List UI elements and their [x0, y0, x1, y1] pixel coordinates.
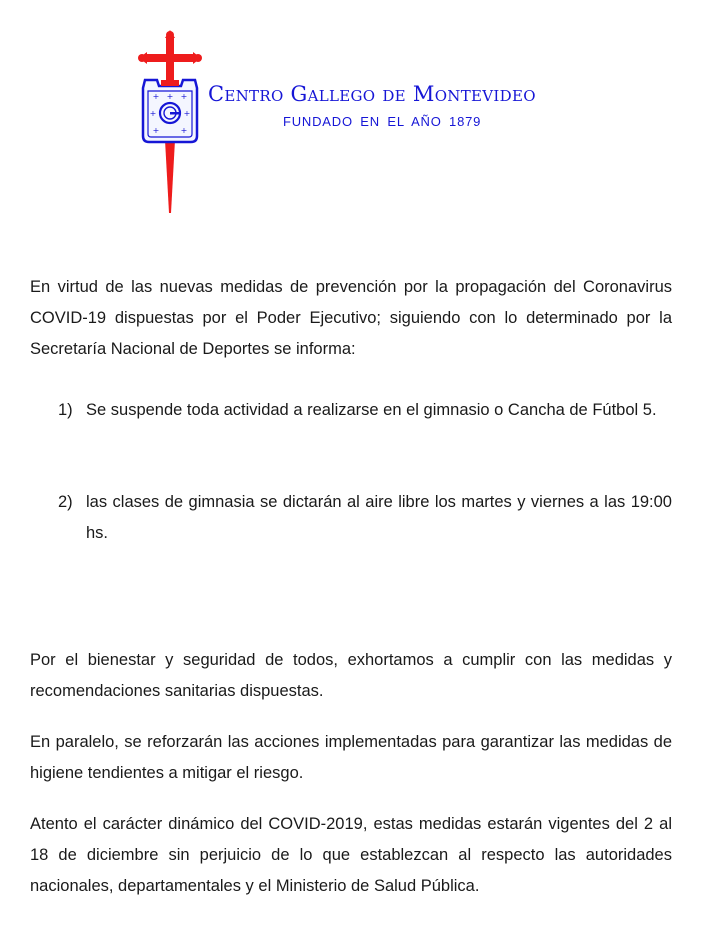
organization-name: Centro Gallego de Montevideo [208, 82, 536, 106]
centro-gallego-crest-icon [135, 28, 205, 218]
intro-paragraph: En virtud de las nuevas medidas de prevención por la propagación del Coronavirus COVID-19 dispuestas por el Poder Ejecutivo; siguiendo con lo determinado por la Secretaría Nacional de Deportes se informa: [30, 278, 672, 358]
list-text: Se suspende toda actividad a realizarse en el gimnasio o Cancha de Fútbol 5. [86, 401, 657, 419]
svg-text:+: + [183, 109, 191, 118]
list-number: 1) [58, 401, 73, 419]
svg-text:+: + [152, 126, 160, 135]
svg-text:+: + [166, 92, 174, 101]
wellbeing-paragraph: Por el bienestar y seguridad de todos, exhortamos a cumplir con las medidas y recomendaciones sanitarias dispuestas. [30, 651, 672, 700]
organization-founded: FUNDADO EN EL AÑO 1879 [283, 114, 482, 129]
list-number: 2) [58, 493, 73, 511]
list-item [58, 487, 672, 549]
svg-text:+: + [152, 92, 160, 101]
list-item [58, 395, 672, 426]
hygiene-paragraph: En paralelo, se reforzarán las acciones implementadas para garantizar las medidas de higiene tendientes a mitigar el riesgo. [30, 733, 672, 782]
svg-text:+: + [180, 92, 188, 101]
svg-text:+: + [149, 109, 157, 118]
shield-icon [143, 80, 197, 142]
list-text: las clases de gimnasia se dictarán al aire libre los martes y viernes a las 19:00 hs. [86, 493, 672, 542]
validity-paragraph: Atento el carácter dinámico del COVID-2019, estas medidas estarán vigentes del 2 al 18 de diciembre sin perjuicio de lo que establezcan al respecto las autoridades nacionales, departamentales y el Ministerio de Salud Pública. [30, 815, 672, 895]
svg-text:+: + [180, 126, 188, 135]
